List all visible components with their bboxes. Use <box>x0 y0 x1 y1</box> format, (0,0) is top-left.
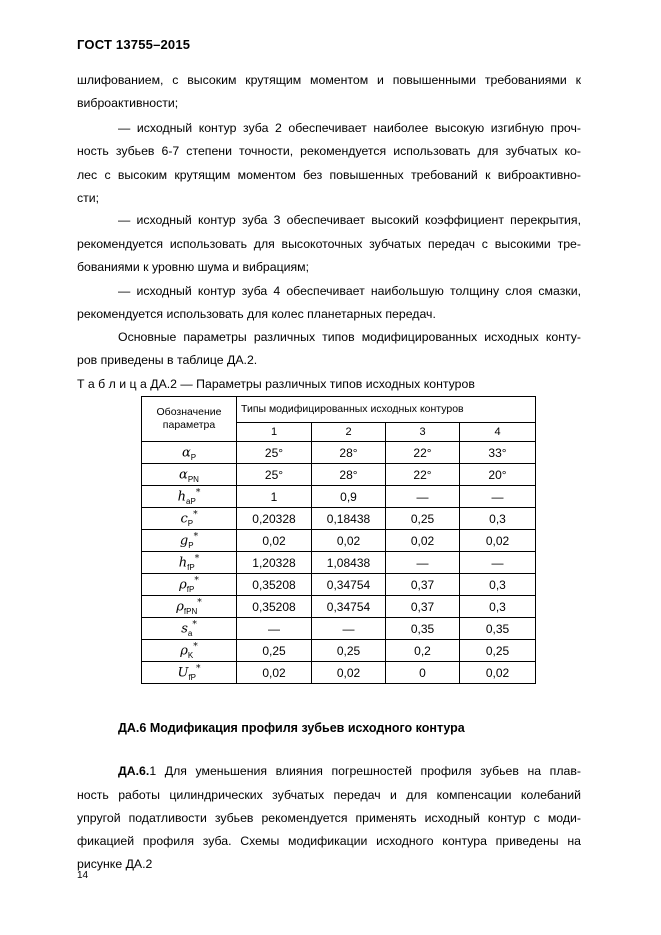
parameter-symbol: $\rho_{fPN}^*$ <box>142 596 237 618</box>
table-cell: 28° <box>312 464 386 486</box>
type-column-number: 4 <box>460 422 536 441</box>
paragraph-line: сти; <box>77 191 100 205</box>
paragraph-line: — исходный контур зуба 2 обеспечивает наиболее высокую изгибную проч- <box>118 121 581 135</box>
parameters-table <box>141 396 536 684</box>
parameter-symbol: $\alpha_{PN}$ <box>142 464 237 486</box>
paragraph-line: ров приведены в таблице ДА.2. <box>77 353 258 367</box>
parameter-symbol: $\rho_K^*$ <box>142 640 237 662</box>
paragraph-line: виброактивности; <box>77 96 179 110</box>
table-cell: 1,08438 <box>312 552 386 574</box>
parameter-symbol: $g_P^*$ <box>142 530 237 552</box>
table-cell: 25° <box>237 464 312 486</box>
table-cell: 0,02 <box>460 662 536 684</box>
table-cell: 0,25 <box>460 640 536 662</box>
paragraph-line: шлифованием, с высоким крутящим моментом и повышенными требованиями к <box>77 73 581 87</box>
page-number: 14 <box>77 870 89 881</box>
table-cell: 0,37 <box>386 596 460 618</box>
table-cell: 0,35208 <box>237 574 312 596</box>
paragraph-line: рекомендуется использовать для высокоточных зубчатых передач с высокими тре- <box>77 237 581 251</box>
table-cell: 33° <box>460 442 536 464</box>
paragraph-line: упругой податливости зубьев рекомендуется применять исходный контур с моди- <box>77 811 581 825</box>
table-row <box>142 442 536 464</box>
types-column-header: Типы модифицированных исходных контуров <box>237 397 536 423</box>
table-row <box>142 574 536 596</box>
type-column-number: 1 <box>237 422 312 441</box>
table-row <box>142 662 536 684</box>
table-caption: Т а б л и ц а ДА.2 — Параметры различных типов исходных контуров <box>77 377 475 391</box>
table-cell: 0,3 <box>460 574 536 596</box>
table-cell: 0,37 <box>386 574 460 596</box>
parameter-symbol: $h_{aP}^*$ <box>142 486 237 508</box>
table-cell: 0,9 <box>312 486 386 508</box>
table-row <box>142 618 536 640</box>
table-cell: — <box>460 552 536 574</box>
table-row <box>142 508 536 530</box>
table-cell: 25° <box>237 442 312 464</box>
table-cell: 22° <box>386 464 460 486</box>
table-row <box>142 464 536 486</box>
table-cell: 0,34754 <box>312 574 386 596</box>
table-cell: 0,20328 <box>237 508 312 530</box>
document-header: ГОСТ 13755–2015 <box>77 37 191 52</box>
parameter-symbol: $s_a^*$ <box>142 618 237 640</box>
table-cell: 0,02 <box>460 530 536 552</box>
table-cell: 0,3 <box>460 596 536 618</box>
table-cell: 0 <box>386 662 460 684</box>
table-cell: 28° <box>312 442 386 464</box>
table-cell: — <box>237 618 312 640</box>
table-row <box>142 530 536 552</box>
table-cell: — <box>386 552 460 574</box>
paragraph-line: лес с высоким крутящим моментом без повышенных требований к виброактивно- <box>77 168 581 182</box>
table-cell: 0,25 <box>312 640 386 662</box>
table-row <box>142 486 536 508</box>
table-cell: 0,02 <box>386 530 460 552</box>
table-cell: 0,02 <box>312 530 386 552</box>
paragraph-line: ность зубьев 6-7 степени точности, рекомендуется использовать для зубчатых ко- <box>77 144 581 158</box>
table-cell: 0,35 <box>386 618 460 640</box>
parameter-symbol: $U_{fP}^*$ <box>142 662 237 684</box>
table-cell: 0,02 <box>237 662 312 684</box>
table-cell: 0,3 <box>460 508 536 530</box>
clause-text: 1 Для уменьшения влияния погрешностей профиля зубьев на плав- <box>149 764 581 778</box>
paragraph-line: Основные параметры различных типов модифицированных исходных конту- <box>118 330 581 344</box>
type-column-number: 2 <box>312 422 386 441</box>
table-cell: 22° <box>386 442 460 464</box>
paragraph-line: — исходный контур зуба 4 обеспечивает наибольшую толщину слоя смазки, <box>118 284 581 298</box>
paragraph-line <box>118 764 581 779</box>
paragraph-line: рисунке ДА.2 <box>77 857 153 871</box>
table-cell: — <box>460 486 536 508</box>
paragraph-line: ность работы цилиндрических зубчатых передач и для компенсации колебаний <box>77 788 581 802</box>
table-cell: 0,35208 <box>237 596 312 618</box>
param-column-header: Обозначение параметра <box>142 397 237 442</box>
table-cell: 20° <box>460 464 536 486</box>
table-cell: 0,25 <box>237 640 312 662</box>
table-cell: 1 <box>237 486 312 508</box>
clause-number: ДА.6. <box>118 764 150 778</box>
type-column-number: 3 <box>386 422 460 441</box>
parameter-symbol: $\rho_{fP}^*$ <box>142 574 237 596</box>
parameter-symbol: $c_P^*$ <box>142 508 237 530</box>
table-row <box>142 596 536 618</box>
table-cell: 0,34754 <box>312 596 386 618</box>
table-cell: — <box>386 486 460 508</box>
paragraph-line: рекомендуется использовать для колес планетарных передач. <box>77 307 436 321</box>
paragraph-line: — исходный контур зуба 3 обеспечивает высокий коэффициент перекрытия, <box>118 213 581 227</box>
table-cell: 0,02 <box>237 530 312 552</box>
table-cell: 0,18438 <box>312 508 386 530</box>
paragraph-line: бованиями к уровню шума и вибрациям; <box>77 260 310 274</box>
table-cell: 0,25 <box>386 508 460 530</box>
paragraph-line: фикацией профиля зуба. Схемы модификации исходного контура приведены на <box>77 834 581 848</box>
table-cell: — <box>312 618 386 640</box>
parameters-table-body <box>142 442 536 684</box>
table-row <box>142 640 536 662</box>
section-heading: ДА.6 Модификация профиля зубьев исходного контура <box>118 721 465 735</box>
table-row <box>142 552 536 574</box>
table-cell: 0,35 <box>460 618 536 640</box>
table-cell: 0,2 <box>386 640 460 662</box>
parameter-symbol: $h_{fP}^*$ <box>142 552 237 574</box>
table-cell: 0,02 <box>312 662 386 684</box>
table-cell: 1,20328 <box>237 552 312 574</box>
parameter-symbol: $\alpha_P$ <box>142 442 237 464</box>
